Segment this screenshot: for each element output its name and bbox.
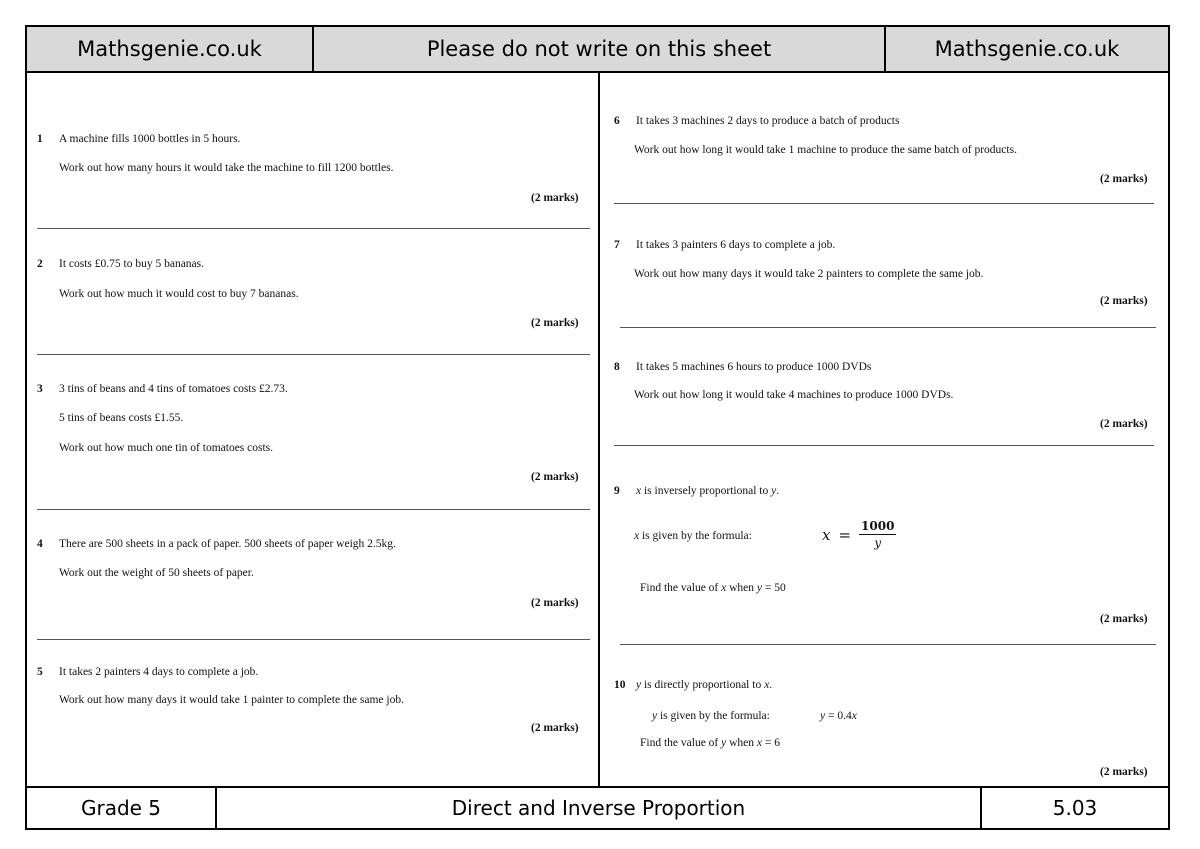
question-number: 5 <box>37 666 43 678</box>
when-text: when <box>729 737 755 749</box>
question-text: Work out how much one tin of tomatoes costs. <box>59 442 274 454</box>
linear-formula <box>820 711 857 723</box>
variable-x: x <box>764 679 770 691</box>
when-text: when <box>729 582 755 594</box>
divider <box>37 509 590 510</box>
question-text: is inversely proportional to <box>643 485 769 497</box>
question-number: 2 <box>37 258 43 270</box>
worksheet <box>25 25 1170 830</box>
formula-fraction <box>859 519 896 550</box>
marks-label: (2 marks) <box>531 192 579 204</box>
divider <box>37 228 590 229</box>
question-number: 7 <box>614 239 620 251</box>
question-number: 8 <box>614 361 620 373</box>
variable-x: x <box>721 582 727 594</box>
header-site-left: Mathsgenie.co.uk <box>27 27 314 71</box>
formula-denominator: y <box>874 536 882 550</box>
question-text: Work out how many hours it would take the machine to fill 1200 bottles. <box>59 162 394 174</box>
question-text: It takes 3 machines 2 days to produce a batch of products <box>636 115 900 127</box>
question-text: Find the value of <box>640 737 719 749</box>
question-text: is directly proportional to <box>643 679 762 691</box>
question-text: 3 tins of beans and 4 tins of tomatoes costs £2.73. <box>59 383 288 395</box>
variable-y: y <box>636 679 642 691</box>
formula-rhs-variable: x <box>851 710 857 722</box>
question-text: is given by the formula: <box>641 530 752 542</box>
question-text: Find the value of <box>640 582 719 594</box>
formula-lhs: y <box>820 710 826 722</box>
variable-y: y <box>771 485 777 497</box>
when-value: = 6 <box>764 737 781 749</box>
variable-x: x <box>636 485 642 497</box>
question-text: It takes 5 machines 6 hours to produce 1000 DVDs <box>636 361 872 373</box>
footer-grade: Grade 5 <box>27 788 217 828</box>
question-number: 6 <box>614 115 620 127</box>
question-text: Work out how long it would take 1 machine to produce the same batch of products. <box>634 144 1017 156</box>
marks-label: (2 marks) <box>1100 613 1148 625</box>
footer-code: 5.03 <box>1052 796 1098 820</box>
when-value: = 50 <box>764 582 786 594</box>
question-text: A machine fills 1000 bottles in 5 hours. <box>59 133 241 145</box>
question-text: Work out how much it would cost to buy 7 bananas. <box>59 288 299 300</box>
marks-label: (2 marks) <box>1100 295 1148 307</box>
question-text: It costs £0.75 to buy 5 bananas. <box>59 258 205 270</box>
formula-equals: = 0.4 <box>827 710 852 722</box>
left-column <box>27 71 600 788</box>
variable-y: y <box>721 737 727 749</box>
marks-label: (2 marks) <box>1100 766 1148 778</box>
divider <box>620 644 1156 645</box>
question-number: 3 <box>37 383 43 395</box>
divider <box>614 445 1154 446</box>
formula-lhs: x <box>822 525 831 544</box>
marks-label: (2 marks) <box>531 471 579 483</box>
marks-label: (2 marks) <box>1100 418 1148 430</box>
variable-y: y <box>652 710 658 722</box>
header-bar <box>27 27 1168 73</box>
marks-label: (2 marks) <box>531 317 579 329</box>
question-number: 4 <box>37 538 43 550</box>
question-text: 5 tins of beans costs £1.55. <box>59 412 184 424</box>
question-text: It takes 3 painters 6 days to complete a job. <box>636 239 836 251</box>
question-text: Work out how many days it would take 2 painters to complete the same job. <box>634 268 984 280</box>
question-text: is given by the formula: <box>659 710 770 722</box>
marks-label: (2 marks) <box>531 597 579 609</box>
question-number: 1 <box>37 133 43 145</box>
marks-label: (2 marks) <box>531 722 579 734</box>
question-number: 10 <box>614 679 626 691</box>
footer-bar <box>27 786 1168 828</box>
formula-equals: = <box>838 525 852 544</box>
variable-x: x <box>756 737 763 749</box>
right-column: 6 It takes 3 machines 2 days to produce a batch of products Work out how long it would take 1 machine to produce the same batch of products. (2 marks) 7 It takes 3 painters 6 days to complete a job. Work out how many days it would take 2 painters to complete the same job. (2 marks) 8 It takes 5 machines 6 hours to produce 1000 DVDs Work out how long it would take 4 machines to produce 1000 DVDs. (2 marks) 9 x is inversely proportional to y. x is given by the formula: Find the value of x when y = 50 (2 marks) x = $\frac{1000}{y}$ 10 y is directly proportional to x. y is given by the formula: y = 0.4x Find the value of y when x = 6 (2 marks) <box>600 71 1168 788</box>
variable-x: x <box>634 530 640 542</box>
divider <box>614 203 1154 204</box>
marks-label: (2 marks) <box>1100 173 1148 185</box>
inverse-formula <box>822 519 896 550</box>
question-text: Work out the weight of 50 sheets of paper. <box>59 567 254 579</box>
question-text: There are 500 sheets in a pack of paper. 500 sheets of paper weigh 2.5kg. <box>59 538 396 550</box>
question-number: 9 <box>614 485 620 497</box>
divider <box>37 354 590 355</box>
divider <box>37 639 590 640</box>
divider <box>620 327 1156 328</box>
header-notice: Please do not write on this sheet <box>314 27 886 71</box>
question-text: Work out how many days it would take 1 painter to complete the same job. <box>59 694 404 706</box>
formula-numerator: 1000 <box>861 519 895 533</box>
question-text: Work out how long it would take 4 machines to produce 1000 DVDs. <box>634 389 954 401</box>
question-text: It takes 2 painters 4 days to complete a job. <box>59 666 259 678</box>
header-site-right: Mathsgenie.co.uk <box>934 37 1120 61</box>
variable-y: y <box>756 582 763 594</box>
footer-topic: Direct and Inverse Proportion <box>217 788 982 828</box>
